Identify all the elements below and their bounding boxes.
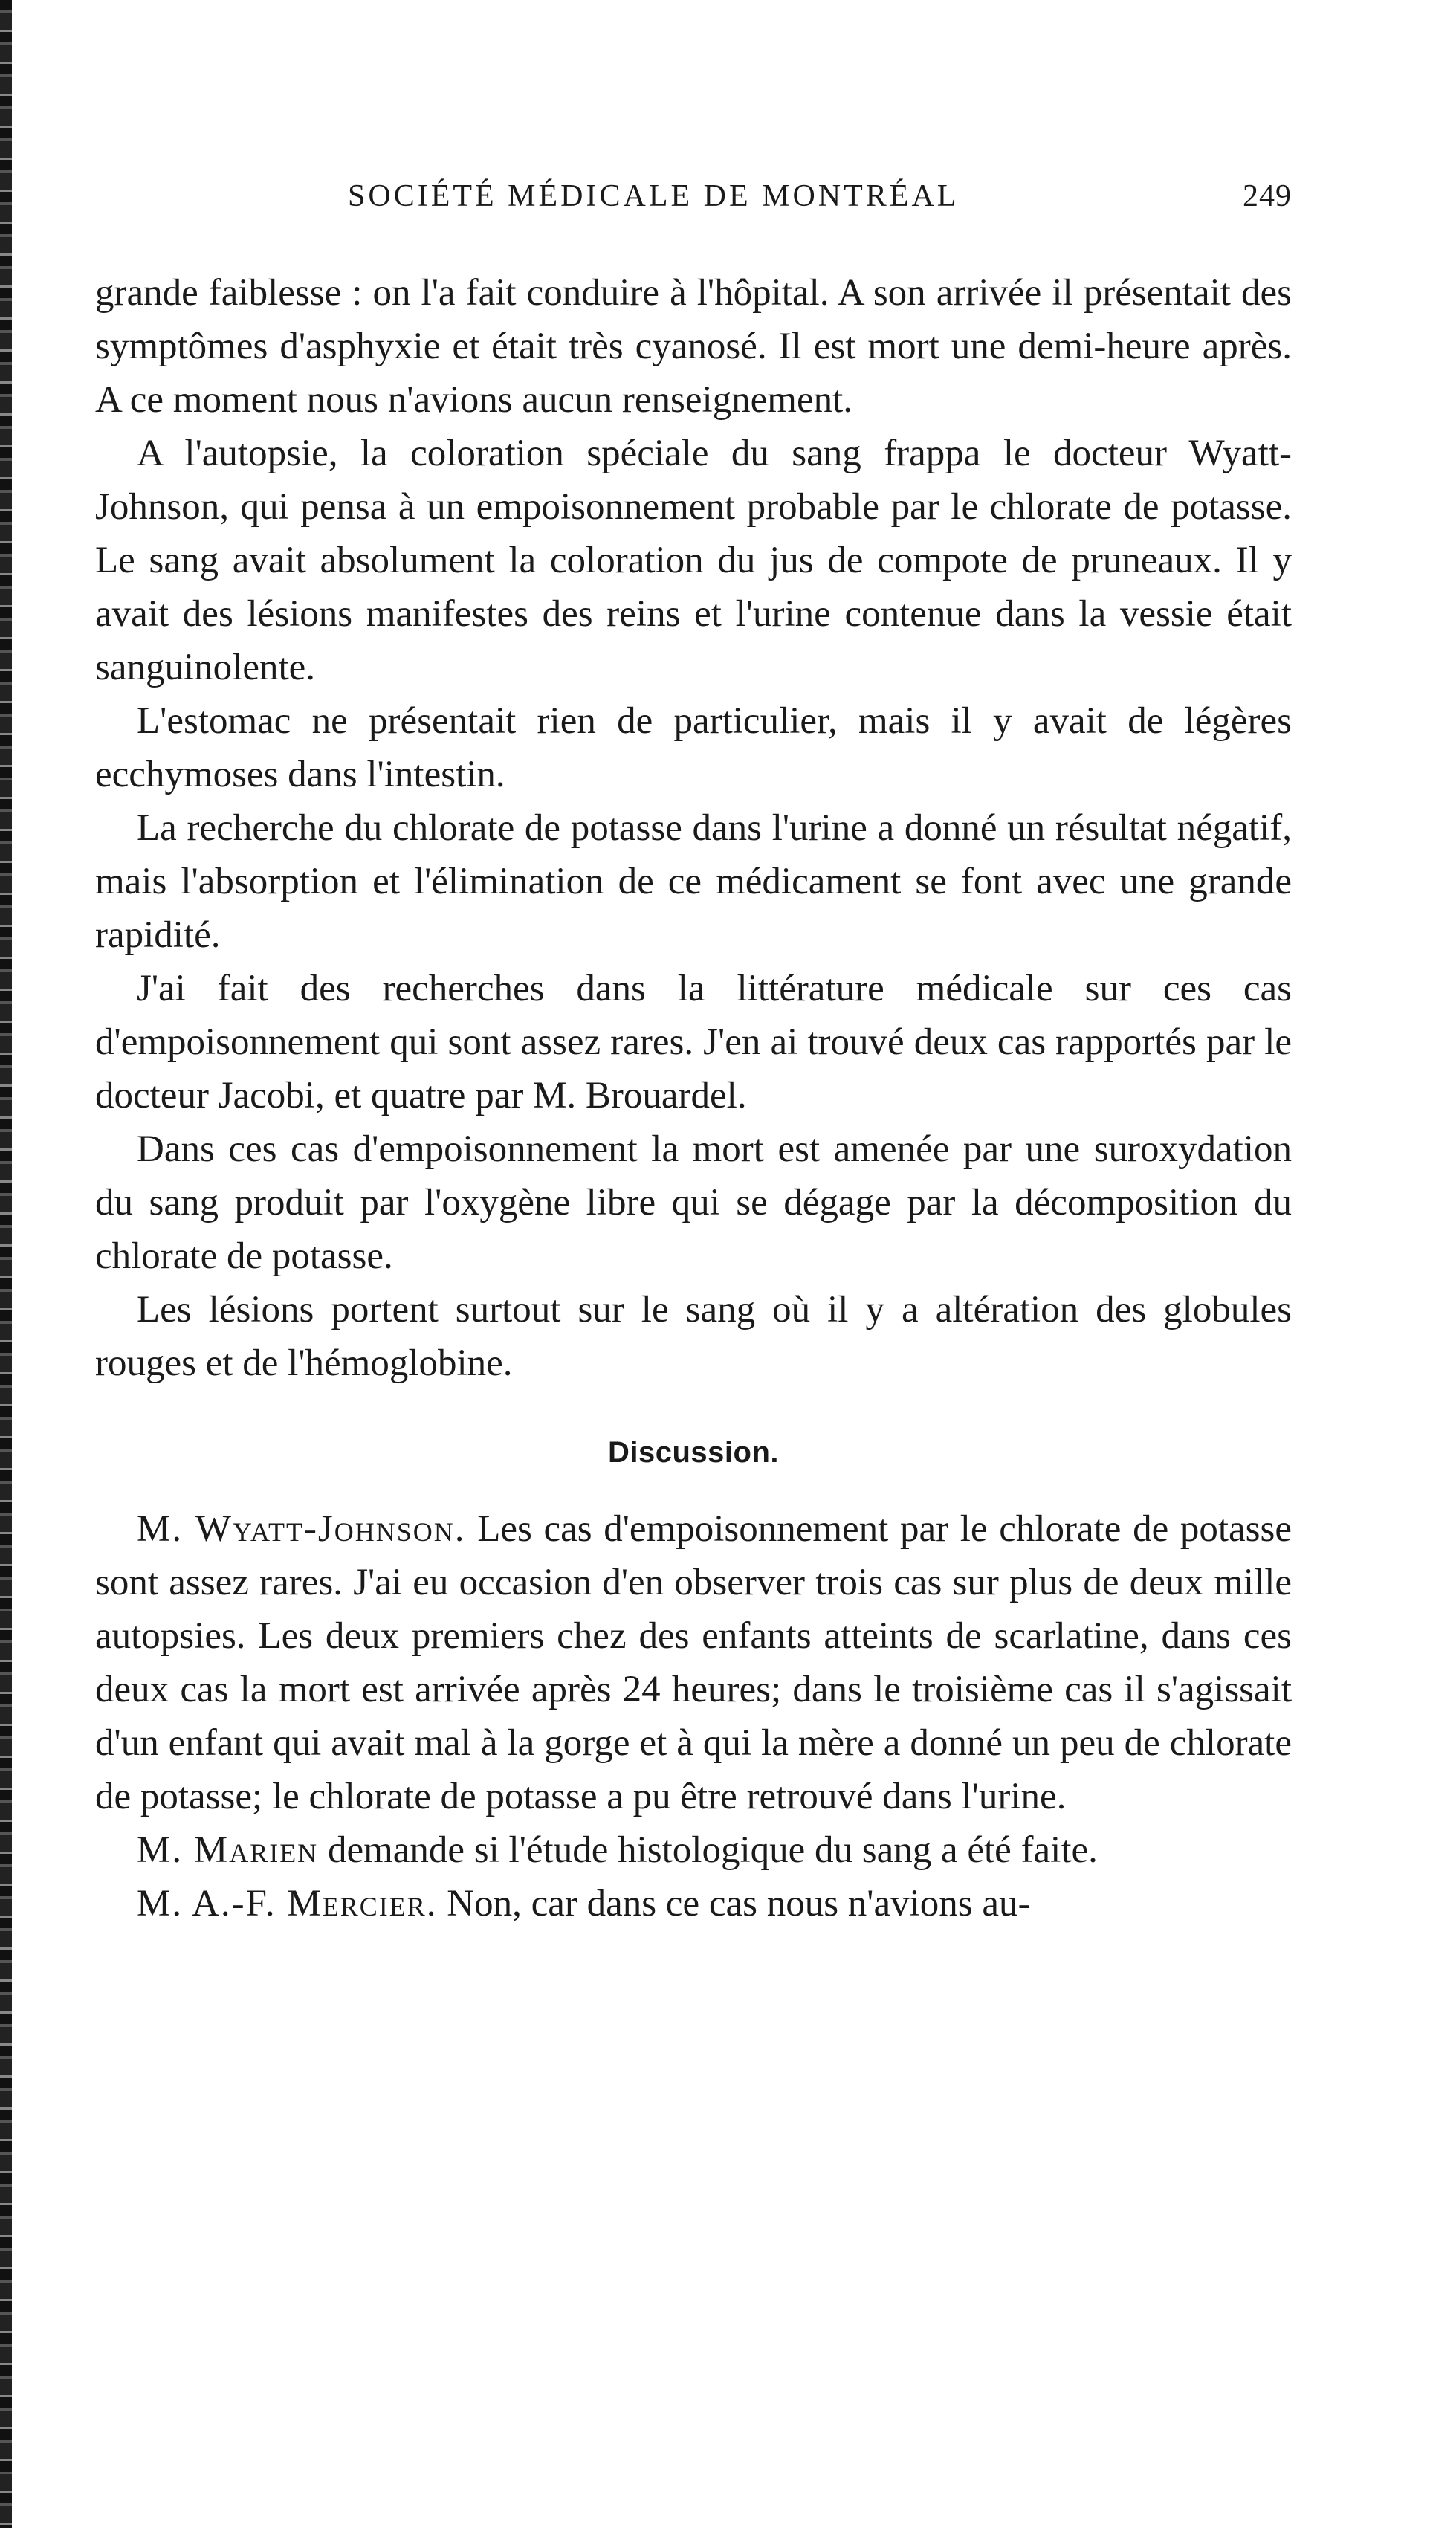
paragraph: La recherche du chlorate de potasse dans l'urine a donné un résultat négatif, mais l'absorption et l'élimination de ce médicament se font avec une grande rapidité.: [95, 807, 1292, 956]
paragraph: A l'autopsie, la coloration spéciale du sang frappa le docteur Wyatt-Johnson, qui pensa à un empoisonnement probable par le chlorate de potasse. Le sang avait absolument la coloration du jus de compote de pruneaux. Il y avait des lésions manifestes des reins et l'urine contenue dans la vessie était sanguinolente.: [95, 433, 1292, 688]
running-head: [95, 178, 1292, 230]
speaker-name: M. A.-F. Mercier.: [137, 1883, 438, 1924]
speaker-name: M. Wyatt-Johnson.: [137, 1508, 466, 1550]
discussion-paragraph: [95, 1502, 1292, 1823]
page-number: 249: [1243, 179, 1292, 213]
discussion-paragraph: [95, 1823, 1292, 1877]
discussion-paragraph: [95, 1877, 1292, 1930]
discussion-text: Les cas d'empoisonnement par le chlorate de potasse sont assez rares. J'ai eu occasion d'en observer trois cas sur plus de deux mille autopsies. Les deux premiers chez des enfants atteints de scarlatine, dans ces deux cas la mort est arrivée après 24 heures; dans le troisième cas il s'agissait d'un enfant qui avait mal à la gorge et à qui la mère a donné un peu de chlorate de potasse; le chlorate de potasse a pu être retrouvé dans l'urine.: [95, 1508, 1292, 1817]
discussion-text: Non, car dans ce cas nous n'avions au-: [437, 1883, 1031, 1924]
paragraph: Dans ces cas d'empoisonnement la mort est amenée par une suroxydation du sang produit par l'oxygène libre qui se dégage par la décomposition du chlorate de potasse.: [95, 1128, 1292, 1277]
running-title: SOCIÉTÉ MÉDICALE DE MONTRÉAL: [348, 179, 960, 213]
body-text: [95, 266, 1292, 1930]
book-page: [95, 178, 1292, 1930]
paragraph: Les lésions portent surtout sur le sang où il y a altération des globules rouges et de l'hémoglobine.: [95, 1289, 1292, 1384]
paragraph: L'estomac ne présentait rien de particulier, mais il y avait de légères ecchymoses dans l'intestin.: [95, 700, 1292, 795]
discussion-text: demande si l'étude histologique du sang a été faite.: [318, 1829, 1098, 1871]
paragraph: grande faiblesse : on l'a fait conduire à l'hôpital. A son arrivée il présentait des symptômes d'asphyxie et était très cyanosé. Il est mort une demi-heure après. A ce moment nous n'avions aucun renseignement.: [95, 272, 1292, 421]
scan-binding-edge: [0, 0, 12, 2528]
speaker-name: M. Marien: [137, 1829, 319, 1871]
paragraph: J'ai fait des recherches dans la littérature médicale sur ces cas d'empoisonnement qui sont assez rares. J'en ai trouvé deux cas rapportés par le docteur Jacobi, et quatre par M. Brouardel.: [95, 968, 1292, 1116]
section-heading: Discussion.: [607, 1436, 779, 1469]
